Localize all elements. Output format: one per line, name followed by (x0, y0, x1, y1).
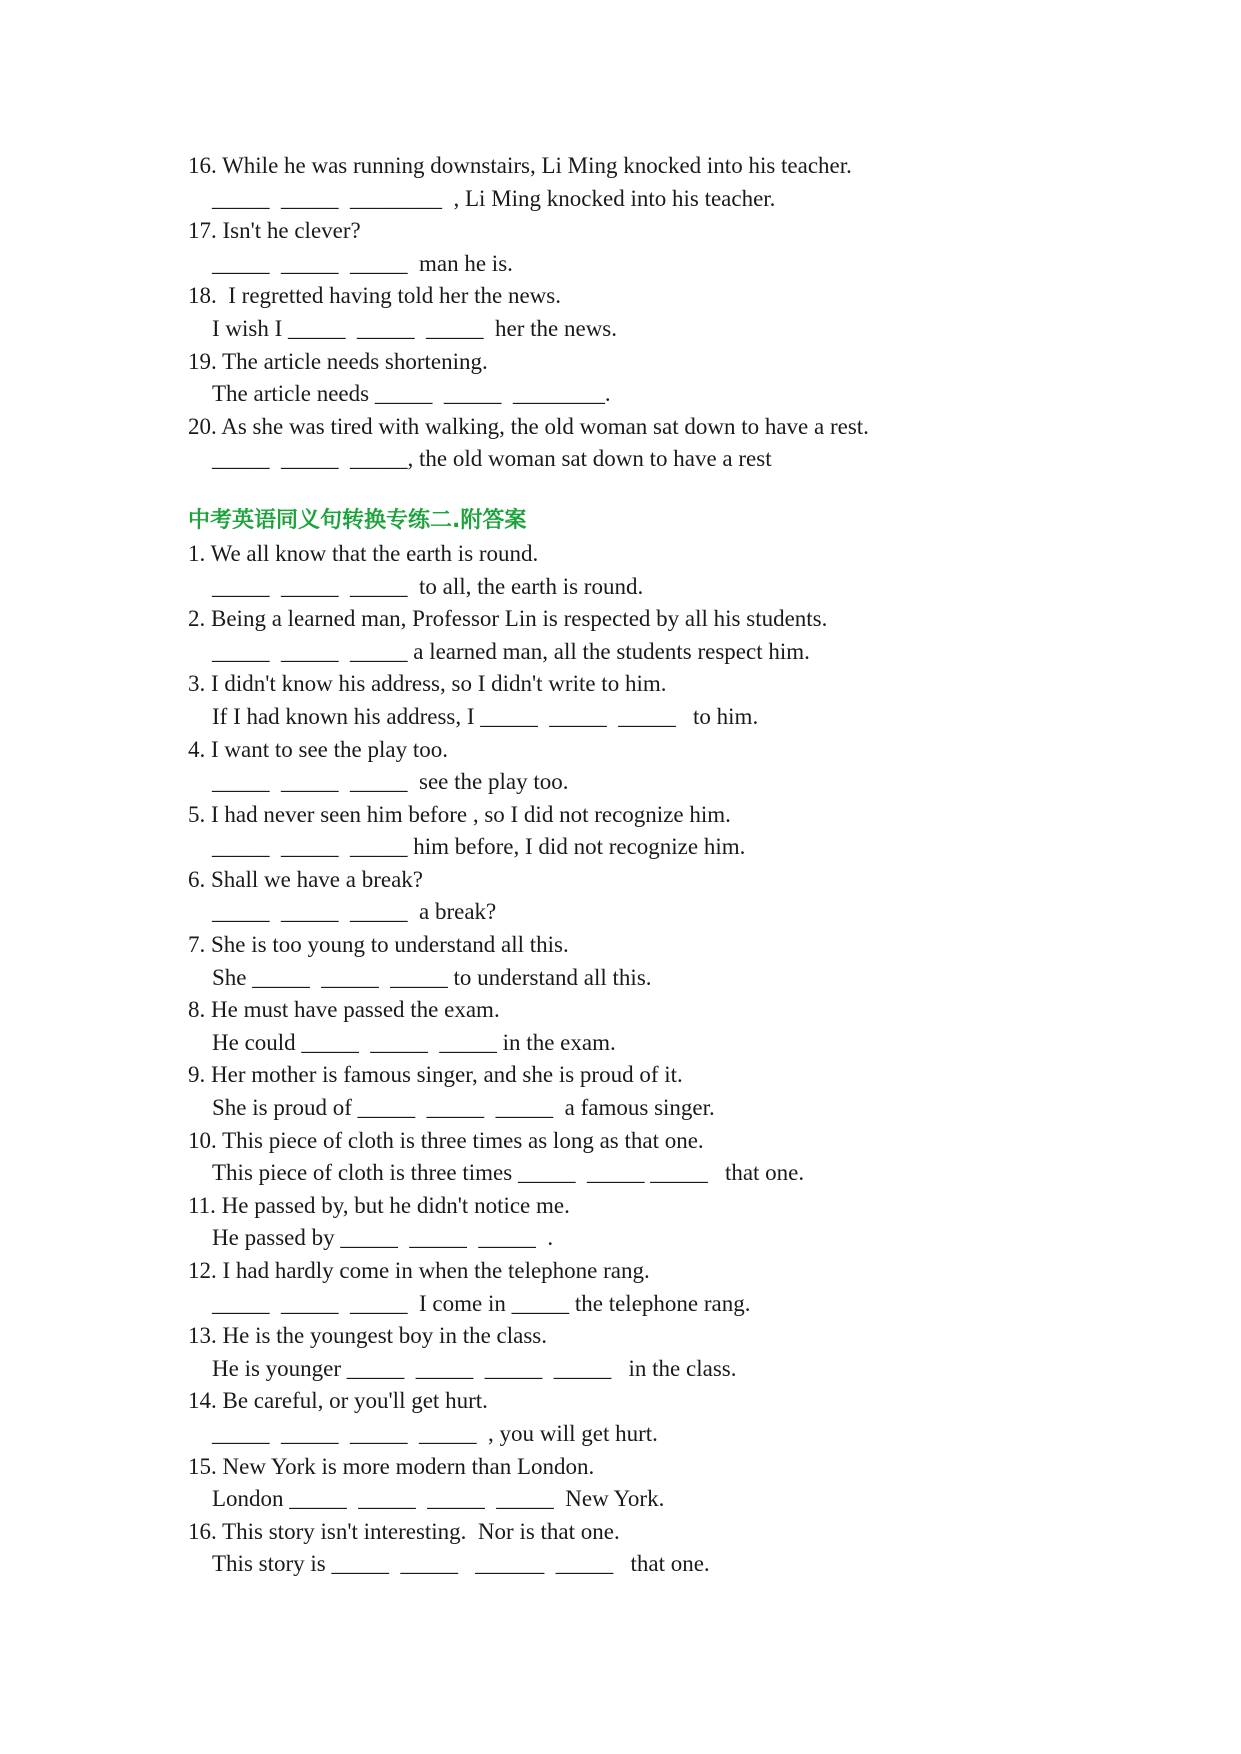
question-line: 13. He is the youngest boy in the class. (188, 1323, 548, 1349)
question-line: 10. This piece of cloth is three times as long as that one. (188, 1127, 704, 1153)
question-line: 18. I regretted having told her the news. (188, 283, 561, 309)
question-line: 3. I didn't know his address, so I didn't write to him. (188, 671, 667, 697)
answer-line: He passed by _____ _____ _____ . (212, 1225, 554, 1251)
answer-line: _____ _____ _____ man he is. (212, 250, 513, 276)
answer-line: She is proud of _____ _____ _____ a famous singer. (212, 1095, 715, 1121)
answer-line: _____ _____ _____ to all, the earth is round. (212, 573, 644, 599)
section-title: 中考英语同义句转换专练二.附答案 (188, 507, 527, 533)
question-line: 12. I had hardly come in when the telephone rang. (188, 1258, 650, 1283)
question-line: 5. I had never seen him before , so I did not recognize him. (188, 801, 731, 827)
question-line: 16. This story isn't interesting. Nor is that one. (188, 1518, 620, 1544)
answer-line: _____ _____ _____ I come in _____ the telephone rang. (212, 1290, 751, 1316)
answer-line: He is younger _____ _____ _____ _____ in the class. (212, 1355, 737, 1381)
question-line: 8. He must have passed the exam. (188, 997, 500, 1023)
question-line: 19. The article needs shortening. (188, 348, 488, 374)
question-line: 11. He passed by, but he didn't notice me. (188, 1192, 570, 1218)
question-line: 14. Be careful, or you'll get hurt. (188, 1388, 488, 1414)
answer-line: _____ _____ _____ _____ , you will get hurt. (212, 1420, 658, 1446)
question-line: 9. Her mother is famous singer, and she is proud of it. (188, 1062, 683, 1088)
question-line: 20. As she was tired with walking, the old woman sat down to have a rest. (188, 413, 869, 439)
question-line: 2. Being a learned man, Professor Lin is respected by all his students. (188, 606, 828, 632)
question-line: 15. New York is more modern than London. (188, 1453, 595, 1479)
question-line: 7. She is too young to understand all this. (188, 932, 569, 958)
answer-line: _____ _____ _____ a break? (212, 899, 497, 925)
exercise-block-part2 (188, 538, 1181, 1581)
answer-line: The article needs _____ _____ ________. (212, 381, 611, 407)
worksheet-content (188, 150, 1181, 1581)
question-line: 16. While he was running downstairs, Li Ming knocked into his teacher. (188, 153, 852, 178)
answer-line: _____ _____ _____ a learned man, all the students respect him. (212, 638, 810, 664)
question-line: 4. I want to see the play too. (188, 736, 448, 762)
answer-line: _____ _____ _____ him before, I did not recognize him. (212, 834, 746, 860)
answer-line: _____ _____ _____ see the play too. (212, 769, 569, 795)
answer-line: He could _____ _____ _____ in the exam. (212, 1029, 616, 1055)
question-line: 6. Shall we have a break? (188, 866, 424, 892)
answer-line: This piece of cloth is three times _____ _____ _____ that one. (212, 1160, 805, 1186)
exercise-block-part1 (188, 150, 1181, 476)
answer-line: _____ _____ ________ , Li Ming knocked into his teacher. (212, 185, 776, 211)
question-line: 1. We all know that the earth is round. (188, 540, 539, 566)
answer-line: _____ _____ _____, the old woman sat down to have a rest (212, 446, 772, 472)
question-line: 17. Isn't he clever? (188, 218, 361, 244)
answer-line: I wish I _____ _____ _____ her the news. (212, 315, 618, 341)
answer-line: If I had known his address, I _____ _____ _____ to him. (212, 703, 759, 729)
answer-line: London _____ _____ _____ _____ New York. (212, 1486, 665, 1512)
answer-line: She _____ _____ _____ to understand all this. (212, 964, 652, 990)
answer-line: This story is _____ _____ ______ _____ that one. (212, 1551, 710, 1577)
